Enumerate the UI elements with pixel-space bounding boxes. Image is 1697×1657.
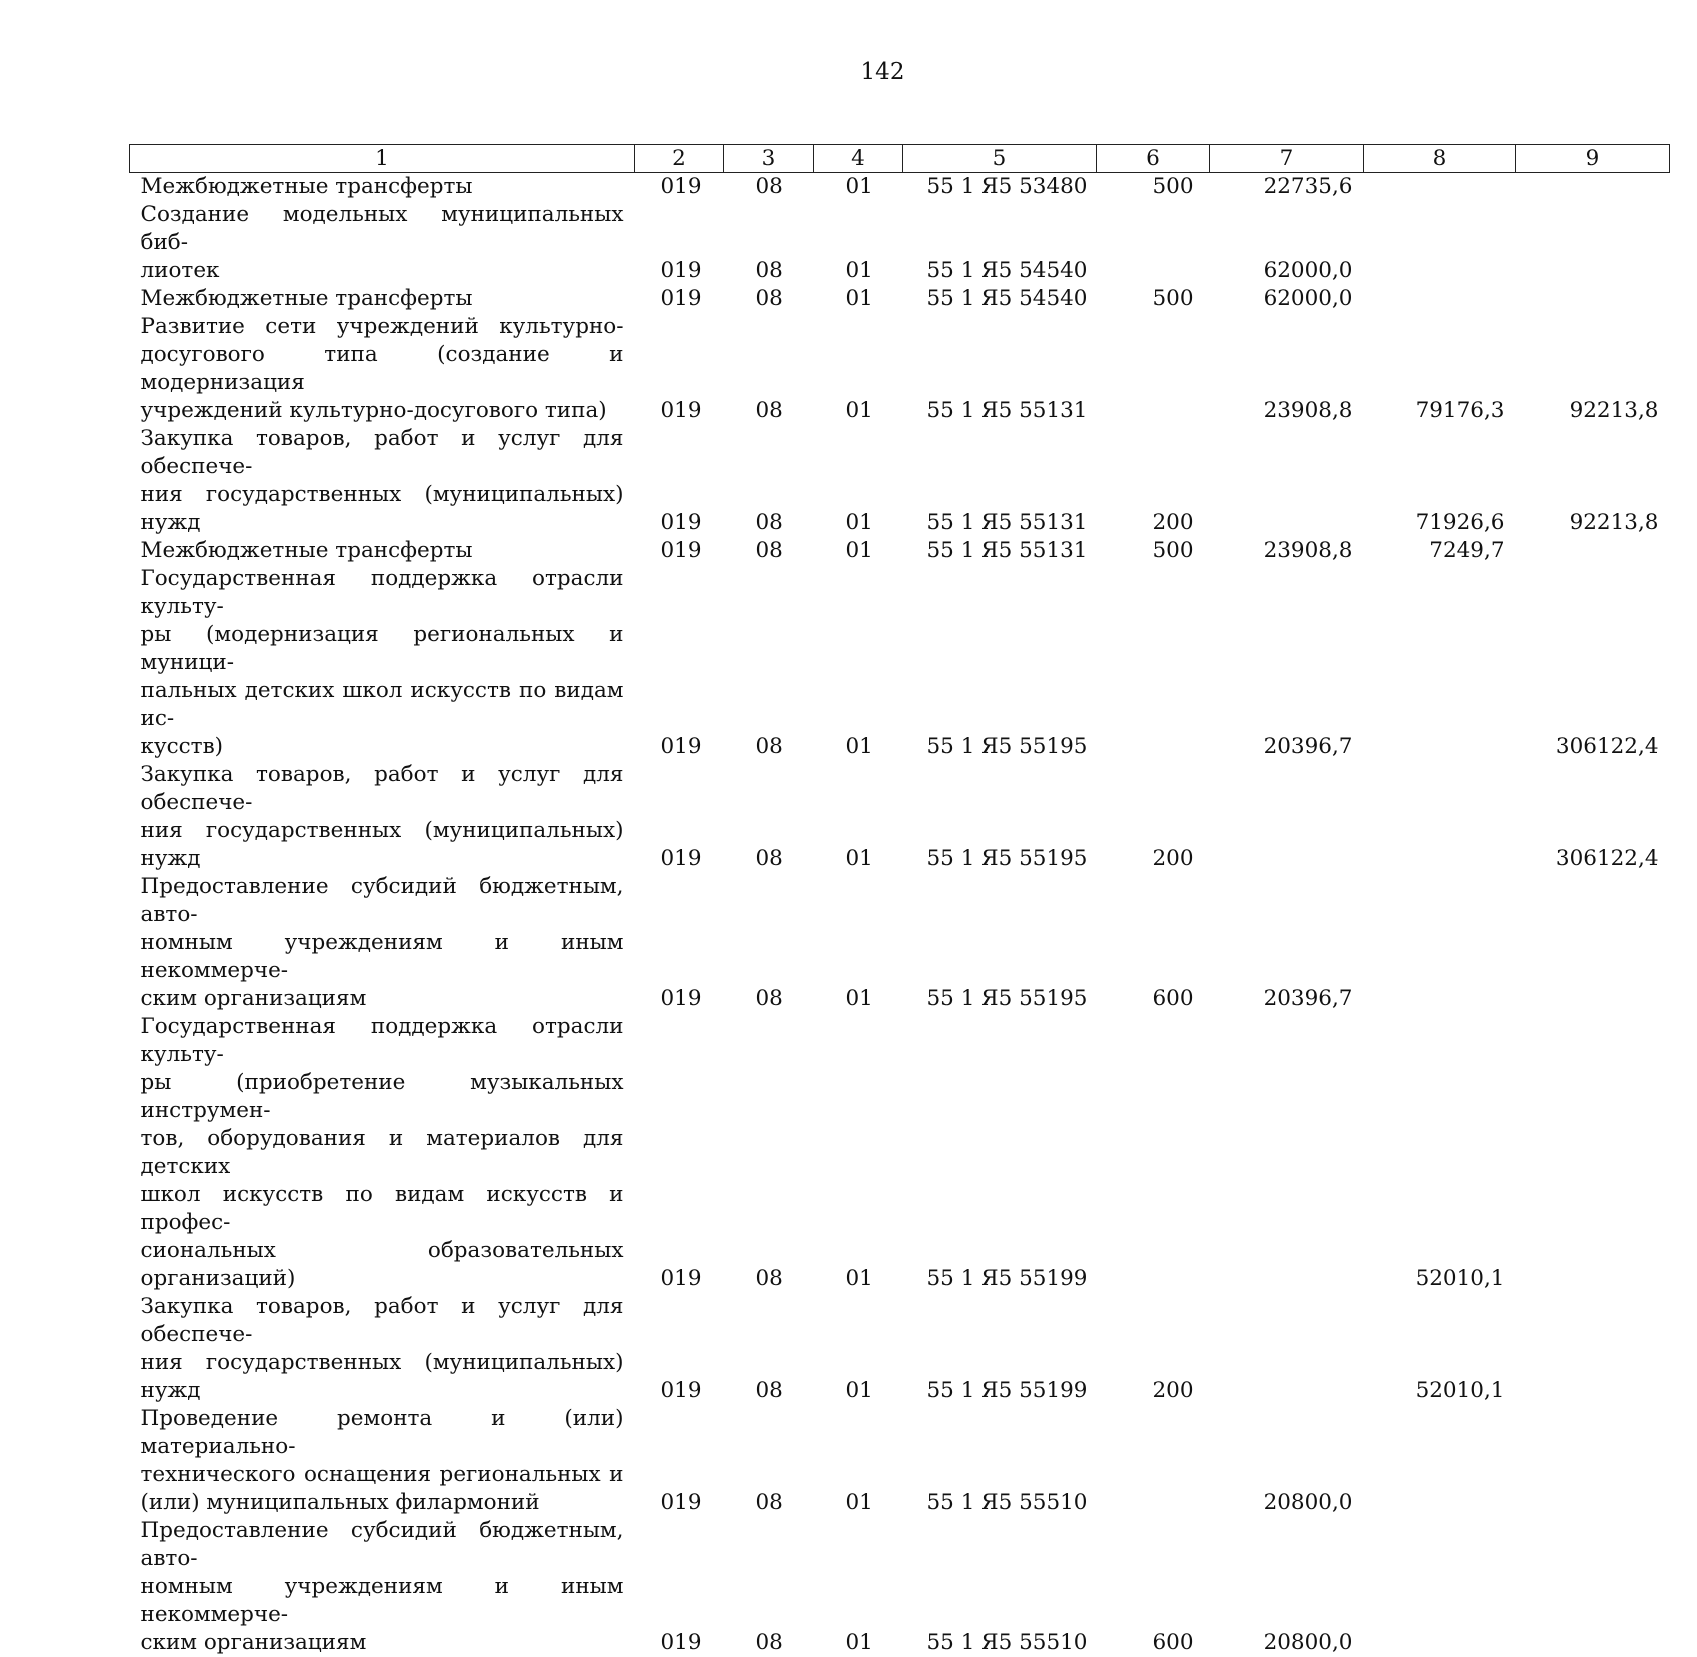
table-row <box>130 1013 1670 1293</box>
description-line: кусств) <box>141 733 624 761</box>
header-col-7: 7 <box>1210 145 1364 173</box>
table-row <box>130 201 1670 285</box>
cell-col-8: 52010,1 <box>1364 1013 1516 1293</box>
table-row <box>130 285 1670 313</box>
cell-col-4: 01 <box>814 201 903 285</box>
description-line: пальных детских школ искусств по видам ис- <box>141 677 624 733</box>
description-line: Закупка товаров, работ и услуг для обеспече- <box>141 761 624 817</box>
description-line: досугового типа (создание и модернизация <box>141 341 624 397</box>
cell-col-7: 23908,8 <box>1210 537 1364 565</box>
cell-description <box>130 1517 635 1657</box>
cell-col-7: 20396,7 <box>1210 873 1364 1013</box>
cell-col-6 <box>1097 1405 1210 1517</box>
description-line: ры (модернизация региональных и муници- <box>141 621 624 677</box>
table-header <box>130 145 1670 173</box>
cell-col-8 <box>1364 1517 1516 1657</box>
cell-col-4: 01 <box>814 565 903 761</box>
description-line: (или) муниципальных филармоний <box>141 1489 624 1517</box>
cell-col-5: 55 1 Я5 55199 <box>903 1013 1097 1293</box>
cell-col-6: 200 <box>1097 1293 1210 1405</box>
cell-description <box>130 1013 635 1293</box>
description-line: Межбюджетные трансферты <box>141 537 624 565</box>
description-line: Развитие сети учреждений культурно- <box>141 313 624 341</box>
table-row <box>130 1405 1670 1517</box>
cell-col-6: 500 <box>1097 173 1210 202</box>
cell-col-5: 55 1 Я5 55195 <box>903 873 1097 1013</box>
cell-col-8: 52010,1 <box>1364 1293 1516 1405</box>
budget-table <box>129 144 1670 1657</box>
cell-col-9 <box>1516 173 1670 202</box>
cell-col-5: 55 1 Я5 55131 <box>903 313 1097 425</box>
description-line: тов, оборудования и материалов для детских <box>141 1125 624 1181</box>
cell-col-9 <box>1516 537 1670 565</box>
cell-col-6 <box>1097 565 1210 761</box>
description-line: Закупка товаров, работ и услуг для обеспече- <box>141 1293 624 1349</box>
table-row <box>130 1517 1670 1657</box>
table-row <box>130 173 1670 202</box>
cell-col-7: 22735,6 <box>1210 173 1364 202</box>
description-line: Предоставление субсидий бюджетным, авто- <box>141 873 624 929</box>
cell-col-8 <box>1364 761 1516 873</box>
cell-col-7 <box>1210 1013 1364 1293</box>
cell-col-8 <box>1364 1405 1516 1517</box>
table-row <box>130 425 1670 537</box>
cell-col-2: 019 <box>635 565 724 761</box>
cell-col-7: 23908,8 <box>1210 313 1364 425</box>
cell-col-8: 7249,7 <box>1364 537 1516 565</box>
table-row <box>130 873 1670 1013</box>
cell-col-8 <box>1364 201 1516 285</box>
description-line: ния государственных (муниципальных) нужд <box>141 481 624 537</box>
cell-col-4: 01 <box>814 761 903 873</box>
cell-col-5: 55 1 Я5 54540 <box>903 285 1097 313</box>
cell-col-9 <box>1516 1517 1670 1657</box>
description-line: Межбюджетные трансферты <box>141 173 624 201</box>
cell-col-9: 92213,8 <box>1516 313 1670 425</box>
description-line: ским организациям <box>141 1629 624 1657</box>
description-line: Закупка товаров, работ и услуг для обеспече- <box>141 425 624 481</box>
cell-col-9 <box>1516 1013 1670 1293</box>
description-line: школ искусств по видам искусств и профес- <box>141 1181 624 1237</box>
description-line: ния государственных (муниципальных) нужд <box>141 817 624 873</box>
cell-col-8 <box>1364 173 1516 202</box>
cell-col-9 <box>1516 1405 1670 1517</box>
cell-col-3: 08 <box>724 873 814 1013</box>
cell-col-3: 08 <box>724 1293 814 1405</box>
cell-col-3: 08 <box>724 761 814 873</box>
description-line: ния государственных (муниципальных) нужд <box>141 1349 624 1405</box>
cell-description <box>130 873 635 1013</box>
cell-col-2: 019 <box>635 173 724 202</box>
table-body <box>130 173 1670 1657</box>
description-line: Создание модельных муниципальных биб- <box>141 201 624 257</box>
cell-col-2: 019 <box>635 1293 724 1405</box>
cell-col-3: 08 <box>724 425 814 537</box>
description-line: учреждений культурно-досугового типа) <box>141 397 624 425</box>
page-number: 142 <box>0 58 1697 86</box>
cell-col-3: 08 <box>724 537 814 565</box>
description-line: технического оснащения региональных и <box>141 1461 624 1489</box>
cell-col-4: 01 <box>814 1013 903 1293</box>
description-line: сиональных образовательных организаций) <box>141 1237 624 1293</box>
cell-col-2: 019 <box>635 201 724 285</box>
cell-col-2: 019 <box>635 425 724 537</box>
cell-col-7 <box>1210 425 1364 537</box>
table-row <box>130 537 1670 565</box>
cell-col-2: 019 <box>635 313 724 425</box>
cell-col-4: 01 <box>814 313 903 425</box>
cell-col-2: 019 <box>635 537 724 565</box>
cell-col-9 <box>1516 1293 1670 1405</box>
cell-col-9 <box>1516 201 1670 285</box>
cell-col-5: 55 1 Я5 55510 <box>903 1517 1097 1657</box>
cell-col-8 <box>1364 565 1516 761</box>
cell-col-2: 019 <box>635 1405 724 1517</box>
cell-col-3: 08 <box>724 1405 814 1517</box>
cell-description <box>130 313 635 425</box>
cell-col-4: 01 <box>814 1517 903 1657</box>
description-line: Государственная поддержка отрасли культу- <box>141 565 624 621</box>
cell-col-9: 306122,4 <box>1516 565 1670 761</box>
cell-description <box>130 285 635 313</box>
cell-col-3: 08 <box>724 201 814 285</box>
cell-col-9: 92213,8 <box>1516 425 1670 537</box>
cell-col-2: 019 <box>635 285 724 313</box>
description-line: номным учреждениям и иным некоммерче- <box>141 1573 624 1629</box>
description-line: лиотек <box>141 257 624 285</box>
header-col-1: 1 <box>130 145 635 173</box>
header-col-9: 9 <box>1516 145 1670 173</box>
cell-description <box>130 173 635 202</box>
cell-col-5: 55 1 Я5 55199 <box>903 1293 1097 1405</box>
cell-description <box>130 1405 635 1517</box>
header-col-2: 2 <box>635 145 724 173</box>
header-col-8: 8 <box>1364 145 1516 173</box>
cell-col-2: 019 <box>635 761 724 873</box>
cell-col-6: 200 <box>1097 425 1210 537</box>
cell-col-2: 019 <box>635 1517 724 1657</box>
cell-col-5: 55 1 Я5 55510 <box>903 1405 1097 1517</box>
cell-col-6: 500 <box>1097 285 1210 313</box>
cell-col-8 <box>1364 873 1516 1013</box>
cell-col-7: 20800,0 <box>1210 1517 1364 1657</box>
cell-col-4: 01 <box>814 173 903 202</box>
cell-col-2: 019 <box>635 873 724 1013</box>
cell-col-6: 200 <box>1097 761 1210 873</box>
cell-col-9 <box>1516 873 1670 1013</box>
cell-col-5: 55 1 Я5 53480 <box>903 173 1097 202</box>
cell-description <box>130 565 635 761</box>
cell-col-7: 20396,7 <box>1210 565 1364 761</box>
cell-col-6: 500 <box>1097 537 1210 565</box>
header-col-5: 5 <box>903 145 1097 173</box>
cell-description <box>130 537 635 565</box>
cell-col-3: 08 <box>724 285 814 313</box>
cell-description <box>130 761 635 873</box>
cell-col-3: 08 <box>724 313 814 425</box>
cell-col-4: 01 <box>814 285 903 313</box>
cell-col-9 <box>1516 285 1670 313</box>
header-col-3: 3 <box>724 145 814 173</box>
header-row <box>130 145 1670 173</box>
cell-col-5: 55 1 Я5 55131 <box>903 425 1097 537</box>
header-col-6: 6 <box>1097 145 1210 173</box>
cell-col-6 <box>1097 201 1210 285</box>
cell-col-7 <box>1210 761 1364 873</box>
cell-col-8: 79176,3 <box>1364 313 1516 425</box>
description-line: ры (приобретение музыкальных инструмен- <box>141 1069 624 1125</box>
cell-col-5: 55 1 Я5 54540 <box>903 201 1097 285</box>
cell-col-7: 62000,0 <box>1210 285 1364 313</box>
cell-col-7 <box>1210 1293 1364 1405</box>
cell-col-7: 62000,0 <box>1210 201 1364 285</box>
cell-col-7: 20800,0 <box>1210 1405 1364 1517</box>
cell-col-4: 01 <box>814 873 903 1013</box>
cell-col-5: 55 1 Я5 55131 <box>903 537 1097 565</box>
cell-col-6 <box>1097 313 1210 425</box>
description-line: Государственная поддержка отрасли культу- <box>141 1013 624 1069</box>
table-row <box>130 761 1670 873</box>
cell-col-4: 01 <box>814 537 903 565</box>
table-row <box>130 565 1670 761</box>
cell-col-4: 01 <box>814 425 903 537</box>
description-line: номным учреждениям и иным некоммерче- <box>141 929 624 985</box>
cell-col-8: 71926,6 <box>1364 425 1516 537</box>
cell-col-6 <box>1097 1013 1210 1293</box>
table-row <box>130 1293 1670 1405</box>
cell-col-6: 600 <box>1097 1517 1210 1657</box>
cell-col-3: 08 <box>724 173 814 202</box>
cell-col-3: 08 <box>724 565 814 761</box>
cell-col-4: 01 <box>814 1405 903 1517</box>
description-line: ским организациям <box>141 985 624 1013</box>
cell-col-3: 08 <box>724 1013 814 1293</box>
description-line: Предоставление субсидий бюджетным, авто- <box>141 1517 624 1573</box>
cell-description <box>130 1293 635 1405</box>
cell-col-5: 55 1 Я5 55195 <box>903 565 1097 761</box>
cell-col-2: 019 <box>635 1013 724 1293</box>
cell-col-5: 55 1 Я5 55195 <box>903 761 1097 873</box>
cell-col-3: 08 <box>724 1517 814 1657</box>
description-line: Проведение ремонта и (или) материально- <box>141 1405 624 1461</box>
description-line: Межбюджетные трансферты <box>141 285 624 313</box>
cell-col-8 <box>1364 285 1516 313</box>
cell-col-6: 600 <box>1097 873 1210 1013</box>
cell-col-9: 306122,4 <box>1516 761 1670 873</box>
table-row <box>130 313 1670 425</box>
cell-col-4: 01 <box>814 1293 903 1405</box>
cell-description <box>130 201 635 285</box>
header-col-4: 4 <box>814 145 903 173</box>
cell-description <box>130 425 635 537</box>
